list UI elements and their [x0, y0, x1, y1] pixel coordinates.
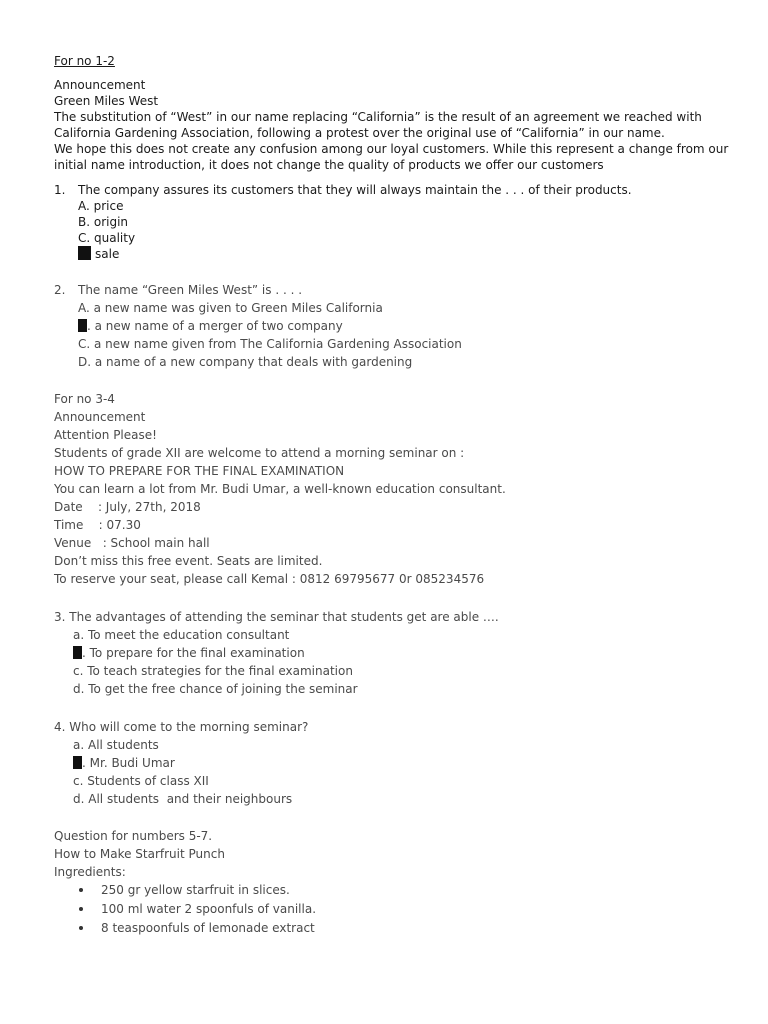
section-heading: Question for numbers 5-7. — [54, 829, 213, 843]
option-c: C. quality — [78, 231, 136, 245]
bullet-icon — [79, 907, 83, 911]
announcement-label: Announcement — [54, 78, 146, 92]
announcement-title: Green Miles West — [54, 94, 159, 108]
paragraph-line: We hope this does not create any confusion among our loyal customers. While this represent a change from our — [54, 142, 729, 156]
question-text: 4. Who will come to the morning seminar? — [54, 720, 309, 734]
option-d-text: sale — [95, 247, 120, 261]
option-b-text: . To prepare for the final examination — [82, 646, 305, 660]
announcement-line: Don’t miss this free event. Seats are limited. — [54, 554, 323, 568]
paragraph-line: California Gardening Association, following a protest over the original use of “California” in our name. — [54, 126, 665, 140]
question-number: 2. — [54, 283, 66, 297]
highlight-mark — [78, 319, 87, 332]
bullet-icon — [79, 888, 83, 892]
option-a: a. To meet the education consultant — [73, 628, 290, 642]
bullet-icon — [79, 926, 83, 930]
venue-line: Venue : School main hall — [54, 536, 210, 550]
option-b — [73, 645, 305, 661]
question-text: The name “Green Miles West” is . . . . — [78, 283, 303, 297]
option-a: a. All students — [73, 738, 159, 752]
option-b: B. origin — [78, 215, 129, 229]
list-item: 8 teaspoonfuls of lemonade extract — [101, 921, 315, 935]
seminar-title: HOW TO PREPARE FOR THE FINAL EXAMINATION — [54, 464, 345, 478]
list-item: 100 ml water 2 spoonfuls of vanilla. — [101, 902, 317, 916]
paragraph-line: initial name introduction, it does not change the quality of products we offer our customers — [54, 158, 604, 172]
highlight-mark — [73, 756, 82, 769]
option-c: c. Students of class XII — [73, 774, 209, 788]
highlight-mark — [73, 646, 82, 659]
section-heading: For no 3-4 — [54, 392, 115, 406]
date-line: Date : July, 27th, 2018 — [54, 500, 201, 514]
option-c: c. To teach strategies for the final examination — [73, 664, 353, 678]
announcement-line: You can learn a lot from Mr. Budi Umar, a well-known education consultant. — [54, 482, 506, 496]
redaction-mark — [78, 246, 91, 260]
option-a: A. a new name was given to Green Miles California — [78, 301, 383, 315]
question-text: The company assures its customers that they will always maintain the . . . of their products. — [78, 183, 632, 197]
announcement-line: Students of grade XII are welcome to attend a morning seminar on : — [54, 446, 465, 460]
time-line: Time : 07.30 — [54, 518, 141, 532]
question-text: 3. The advantages of attending the seminar that students get are able …. — [54, 610, 499, 624]
option-b-text: . a new name of a merger of two company — [87, 319, 343, 333]
section-heading: For no 1-2 — [54, 54, 115, 68]
option-d: d. To get the free chance of joining the seminar — [73, 682, 358, 696]
recipe-title: How to Make Starfruit Punch — [54, 847, 225, 861]
paragraph-line: The substitution of “West” in our name replacing “California” is the result of an agreement we reached with — [54, 110, 702, 124]
option-a: A. price — [78, 199, 124, 213]
option-c: C. a new name given from The California Gardening Association — [78, 337, 462, 351]
option-d — [78, 246, 119, 262]
question-number: 1. — [54, 183, 66, 197]
announcement-label: Announcement — [54, 410, 146, 424]
option-b — [78, 318, 343, 334]
option-b — [73, 755, 175, 771]
contact-line: To reserve your seat, please call Kemal : 0812 69795677 0r 085234576 — [54, 572, 485, 586]
attention-line: Attention Please! — [54, 428, 157, 442]
option-d: d. All students and their neighbours — [73, 792, 293, 806]
option-b-text: . Mr. Budi Umar — [82, 756, 175, 770]
ingredients-label: Ingredients: — [54, 865, 126, 879]
option-d: D. a name of a new company that deals with gardening — [78, 355, 413, 369]
list-item: 250 gr yellow starfruit in slices. — [101, 883, 290, 897]
